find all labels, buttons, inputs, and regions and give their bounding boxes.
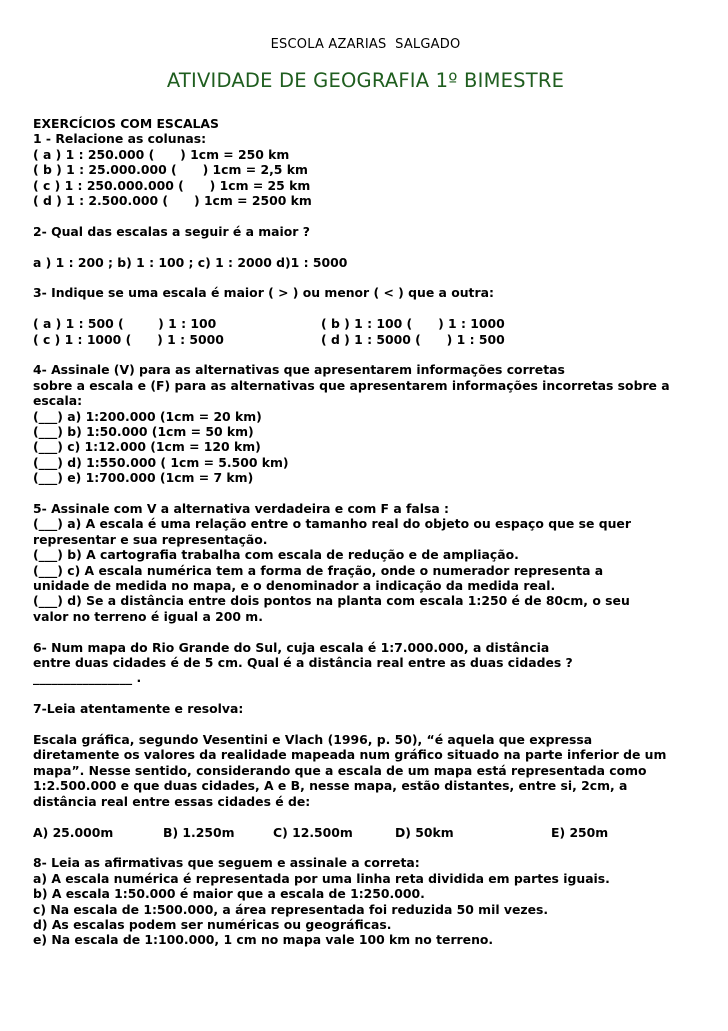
- q1-prompt: 1 - Relacione as colunas:: [33, 131, 207, 147]
- q5-line: (___) c) A escala numérica tem a forma de fração, onde o numerador representa a: [33, 562, 604, 578]
- q7-options: [33, 825, 698, 840]
- q4-item: (___) d) 1:550.000 ( 1cm = 5.500 km): [33, 454, 289, 470]
- q4-prompt: escala:: [33, 393, 83, 409]
- q1-line: ( b ) 1 : 25.000.000 ( ) 1cm = 2,5 km: [33, 162, 308, 178]
- q1-line: ( c ) 1 : 250.000.000 ( ) 1cm = 25 km: [33, 177, 311, 193]
- q5-line: representar e sua representação.: [33, 531, 268, 547]
- q7-text: mapa”. Nesse sentido, considerando que a escala de um mapa está representada como: [33, 762, 647, 778]
- q4-item: (___) b) 1:50.000 (1cm = 50 km): [33, 424, 254, 440]
- q3-row: [33, 316, 698, 331]
- q3-item: ( d ) 1 : 5000 ( ) 1 : 500: [321, 331, 505, 347]
- q4-item: (___) a) 1:200.000 (1cm = 20 km): [33, 408, 262, 424]
- q8-line: e) Na escala de 1:100.000, 1 cm no mapa vale 100 km no terreno.: [33, 932, 494, 948]
- q7-text: 1:2.500.000 e que duas cidades, A e B, nesse mapa, estão distantes, entre si, 2cm, a: [33, 778, 628, 794]
- school-name: ESCOLA AZARIAS SALGADO: [270, 37, 461, 52]
- q7-prompt: 7-Leia atentamente e resolva:: [33, 701, 244, 717]
- q5-line: (___) b) A cartografia trabalha com escala de redução e de ampliação.: [33, 547, 519, 563]
- q7-option: B) 1.250m: [163, 824, 235, 840]
- q7-option: D) 50km: [395, 824, 454, 840]
- section-title: EXERCÍCIOS COM ESCALAS: [33, 116, 219, 131]
- q3-item: ( b ) 1 : 100 ( ) 1 : 1000: [321, 316, 505, 332]
- q4-prompt: 4- Assinale (V) para as alternativas que apresentarem informações corretas: [33, 362, 565, 378]
- q1-line: ( a ) 1 : 250.000 ( ) 1cm = 250 km: [33, 146, 290, 162]
- q7-text: distância real entre essas cidades é de:: [33, 793, 311, 809]
- q2-options: a ) 1 : 200 ; b) 1 : 100 ; c) 1 : 2000 d)1 : 5000: [33, 254, 348, 270]
- q8-line: a) A escala numérica é representada por uma linha reta dividida em partes iguais.: [33, 870, 610, 886]
- q6-answer-line: ________________ .: [33, 670, 142, 686]
- q5-line: valor no terreno é igual a 200 m.: [33, 608, 263, 624]
- q5-line: (___) a) A escala é uma relação entre o tamanho real do objeto ou espaço que se quer: [33, 516, 631, 532]
- page-title: ATIVIDADE DE GEOGRAFIA 1º BIMESTRE: [166, 69, 565, 92]
- q7-option: A) 25.000m: [33, 824, 114, 840]
- q7-option: C) 12.500m: [273, 824, 353, 840]
- q4-prompt: sobre a escala e (F) para as alternativas que apresentarem informações incorretas sobre a: [33, 377, 670, 393]
- q5-line: unidade de medida no mapa, e o denominador a indicação da medida real.: [33, 578, 556, 594]
- q8-line: 8- Leia as afirmativas que seguem e assinale a correta:: [33, 855, 420, 871]
- q5-line: (___) d) Se a distância entre dois pontos na planta com escala 1:250 é de 80cm, o seu: [33, 593, 630, 609]
- q1-line: ( d ) 1 : 2.500.000 ( ) 1cm = 2500 km: [33, 193, 312, 209]
- exercise-content: [33, 116, 698, 948]
- q6-line: 6- Num mapa do Rio Grande do Sul, cuja escala é 1:7.000.000, a distância: [33, 639, 550, 655]
- q4-item: (___) c) 1:12.000 (1cm = 120 km): [33, 439, 261, 455]
- q7-text: Escala gráfica, segundo Vesentini e Vlach (1996, p. 50), “é aquela que expressa: [33, 732, 593, 748]
- q8-line: b) A escala 1:50.000 é maior que a escala de 1:250.000.: [33, 886, 425, 902]
- q4-item: (___) e) 1:700.000 (1cm = 7 km): [33, 470, 254, 486]
- q7-option: E) 250m: [551, 824, 609, 840]
- q3-item: ( c ) 1 : 1000 ( ) 1 : 5000: [33, 331, 224, 347]
- q3-item: ( a ) 1 : 500 ( ) 1 : 100: [33, 316, 217, 332]
- q6-line: entre duas cidades é de 5 cm. Qual é a distância real entre as duas cidades ?: [33, 655, 573, 671]
- q7-text: diretamente os valores da realidade mapeada num gráfico situado na parte inferior de um: [33, 747, 667, 763]
- q2-prompt: 2- Qual das escalas a seguir é a maior ?: [33, 223, 310, 239]
- q8-line: d) As escalas podem ser numéricas ou geográficas.: [33, 916, 392, 932]
- q8-line: c) Na escala de 1:500.000, a área representada foi reduzida 50 mil vezes.: [33, 901, 549, 917]
- q5-line: 5- Assinale com V a alternativa verdadeira e com F a falsa :: [33, 501, 450, 517]
- q3-prompt: 3- Indique se uma escala é maior ( > ) ou menor ( < ) que a outra:: [33, 285, 494, 301]
- q3-row: [33, 332, 698, 347]
